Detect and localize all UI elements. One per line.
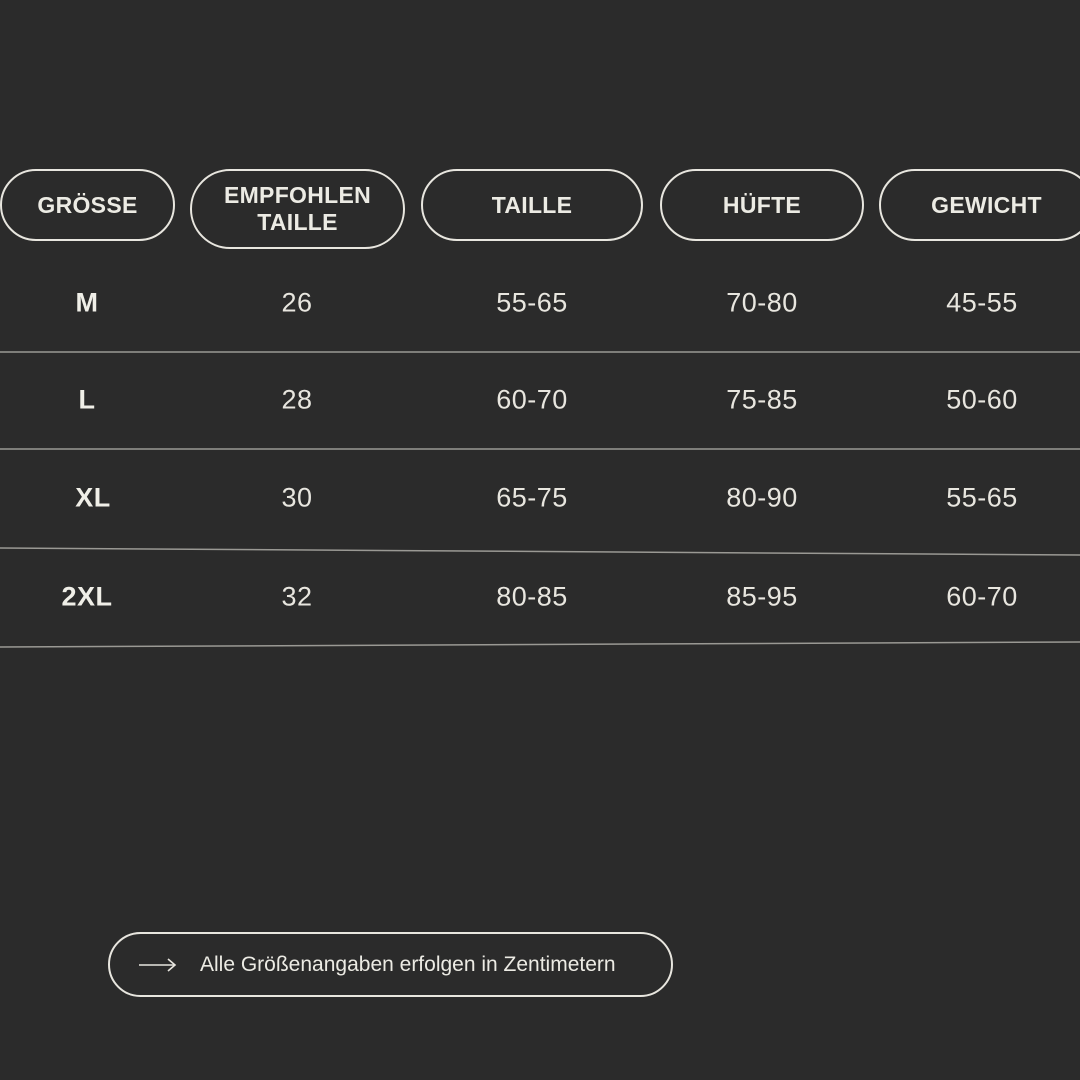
row-hip-cell: 80-90 [726,482,798,513]
row-waist-cell: 55-65 [496,287,568,318]
row-waist-recommended-cell: 30 [281,482,313,513]
row-size-cell: M [75,287,99,318]
footnote-text: Alle Größenangaben erfolgen in Zentimetern [200,952,616,976]
header-groesse-label: GRÖSSE [37,191,138,218]
row-weight-cell: 50-60 [946,384,1018,415]
row-size-cell: XL [75,482,111,513]
arrow-right-icon [138,955,178,975]
header-taille-label: TAILLE [491,191,573,218]
row-weight-cell: 45-55 [946,287,1018,318]
row-size-cell: L [78,384,96,415]
row-waist-cell: 65-75 [496,482,568,513]
row-weight-cell: 55-65 [946,482,1018,513]
row-hip-cell: 75-85 [726,384,798,415]
row-waist-recommended-cell: 26 [281,287,313,318]
row-waist-recommended-cell: 28 [281,384,313,415]
row-divider [0,642,1080,647]
header-empfohlen-taille-label: EMPFOHLEN TAILLE [223,182,372,235]
footnote-pill [108,932,673,997]
row-waist-cell: 80-85 [496,581,568,612]
row-weight-cell: 60-70 [946,581,1018,612]
row-hip-cell: 70-80 [726,287,798,318]
header-gewicht-label: GEWICHT [931,191,1042,218]
header-huefte-label: HÜFTE [722,191,802,218]
row-waist-recommended-cell: 32 [281,581,313,612]
row-size-cell: 2XL [61,581,113,612]
row-waist-cell: 60-70 [496,384,568,415]
row-hip-cell: 85-95 [726,581,798,612]
row-divider [0,548,1080,555]
